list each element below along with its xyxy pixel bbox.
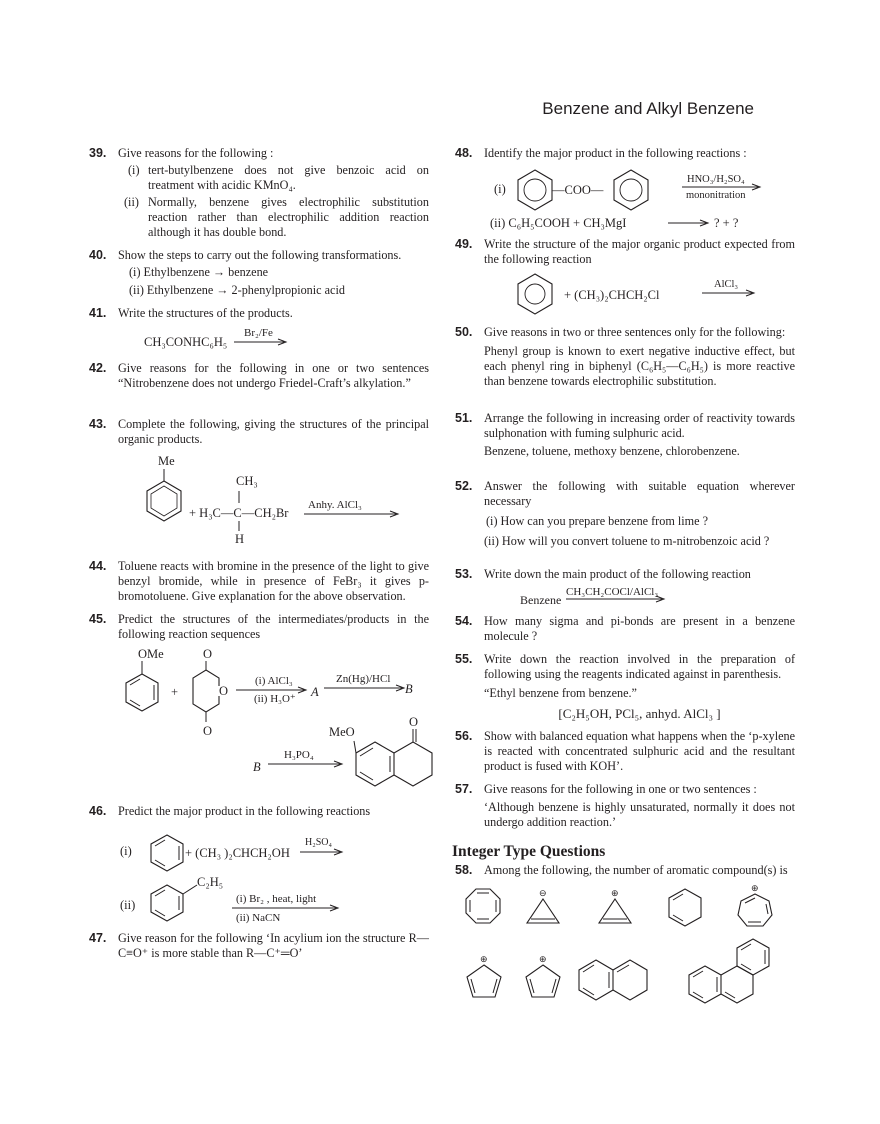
- question-text: Show the steps to carry out the following transformations.: [118, 248, 402, 262]
- reaction-45: [118, 646, 438, 796]
- bond: [354, 741, 356, 753]
- question-44: [89, 559, 429, 604]
- tetralone-aromatic-ring-icon: [356, 742, 394, 786]
- aromatic-circle: [620, 179, 642, 201]
- plus-charge-icon: ⊕: [611, 888, 619, 898]
- benzene-ring-icon: [614, 170, 648, 210]
- question-text: Write the structures of the products.: [118, 306, 293, 320]
- reagents: [C₂H₅OH, PCl₅, anhyd. AlCl₃ ]: [558, 706, 721, 721]
- question-text: Give reason for the following ‘In acylium ion the structure R—C≡O⁺ is more stable than R—C⁺═O’: [118, 931, 429, 960]
- reagent: (i) AlCl₃: [255, 675, 293, 687]
- question-57: [455, 782, 795, 830]
- benzene-ring-icon: [126, 674, 158, 711]
- oxygen-label: O: [409, 715, 419, 729]
- question-text: Among the following, the number of aromatic compound(s) is: [484, 863, 788, 877]
- question-number: 58.: [455, 863, 473, 877]
- question-55: [455, 652, 795, 721]
- question-number: 39.: [89, 146, 107, 160]
- oxygen-label: O: [203, 724, 213, 738]
- reagent: H₃PO₄: [284, 749, 314, 761]
- reaction-43: [118, 451, 418, 546]
- aromatic-circle: [525, 284, 545, 304]
- sub-text: (ii) How will you convert toluene to m-nitrobenzoic acid ?: [484, 534, 770, 548]
- intermediate-b: B: [405, 682, 413, 696]
- sub-text: (i) Ethylbenzene → benzene: [129, 265, 269, 279]
- question-number: 49.: [455, 237, 473, 251]
- question-45: [89, 612, 429, 796]
- question-number: 45.: [89, 612, 107, 626]
- reaction-53: [484, 584, 784, 606]
- question-number: 41.: [89, 306, 107, 320]
- question-43: [89, 417, 429, 546]
- reagent: CH₃CH₂COCl/AlCl₃: [566, 586, 659, 598]
- reaction-41: [118, 325, 418, 353]
- question-text: Identify the major product in the following reactions :: [484, 146, 747, 160]
- benzene-ring-icon: [518, 274, 552, 314]
- intermediate-a: A: [311, 685, 319, 699]
- plus-charge-icon: ⊕: [539, 954, 547, 964]
- sub-item: [128, 163, 429, 193]
- reagent: Br₂/Fe: [244, 327, 273, 339]
- tetralone-saturated-ring: [394, 742, 432, 786]
- question-text: Show with balanced equation what happens when the ‘p-xylene is reacted with concentrated sulphuric acid and the resultant product is fused with KOH’.: [484, 729, 795, 773]
- reaction-46: [118, 823, 418, 923]
- benzene-ring-icon: [147, 481, 181, 521]
- reagent: (ii) H₃O⁺: [254, 693, 296, 705]
- question-text: Give reasons for the following in one or two sentences “Nitrobenzene does not undergo Friedel-Craft’s alkylation.”: [118, 361, 429, 390]
- question-56: [455, 729, 795, 774]
- dihydronaphthalene-ring: [613, 960, 647, 1000]
- reagent: AlCl₃: [714, 279, 739, 290]
- reagent: mononitration: [686, 190, 746, 201]
- question-39: [89, 146, 429, 240]
- reaction-48: [484, 165, 804, 229]
- question-detail: Benzene, toluene, methoxy benzene, chlorobenzene.: [484, 444, 740, 458]
- question-50: [455, 325, 795, 389]
- reagent: (i) Br₂ , heat, light: [236, 893, 317, 905]
- page-header-title: Benzene and Alkyl Benzene: [542, 99, 754, 118]
- question-detail: Phenyl group is known to exert negative inductive effect, but each phenyl ring in biphenyl (C₆H₅—C₆H₅) is more reactive than benzene towards electrophilic substitution.: [484, 344, 795, 388]
- question-46: [89, 804, 429, 923]
- question-text: Write down the main product of the following reaction: [484, 567, 751, 581]
- reagent: (ii) NaCN: [236, 912, 281, 924]
- cyclohexadiene-icon: [669, 889, 701, 926]
- section-heading: Integer Type Questions: [452, 843, 606, 860]
- question-53: [455, 567, 795, 606]
- minus-charge-icon: ⊖: [539, 888, 547, 898]
- plus-charge-icon: ⊕: [751, 883, 759, 893]
- phenanthrene-ring-c-icon: [737, 939, 769, 975]
- question-42: [89, 361, 429, 391]
- cyclopentadienyl-cation-icon: [467, 965, 501, 997]
- question-number: 40.: [89, 248, 107, 262]
- sub-item: [124, 195, 429, 240]
- oxygen-label: O: [203, 647, 213, 661]
- question-text: Give reasons for the following :: [118, 146, 274, 160]
- double-bond: [766, 904, 768, 914]
- ethyl-label: C₂H₅: [197, 875, 224, 889]
- sub-label: (ii): [120, 898, 136, 912]
- plus-charge-icon: ⊕: [480, 954, 488, 964]
- question-text: How many sigma and pi-bonds are present in a benzene molecule ?: [484, 614, 795, 643]
- methoxy-label: MeO: [329, 725, 355, 739]
- question-text: Give reasons for the following in one or two sentences :: [484, 782, 757, 796]
- question-number: 44.: [89, 559, 107, 573]
- question-number: 50.: [455, 325, 473, 339]
- sub-text: (ii) C₆H₅COOH + CH₃MgI: [490, 216, 627, 230]
- bond: [183, 885, 197, 894]
- question-52: [455, 479, 795, 549]
- question-text: Predict the structures of the intermediates/products in the following reaction sequences: [118, 612, 429, 641]
- question-number: 43.: [89, 417, 107, 431]
- benzene-ring-icon: [518, 170, 552, 210]
- reactant: CH₃CONHC₆H₅: [144, 335, 228, 349]
- benzene-inner-ring: [151, 486, 177, 516]
- right-column: [452, 146, 795, 1016]
- intermediate-b: B: [253, 760, 261, 774]
- methoxy-label: OMe: [138, 647, 164, 661]
- question-number: 48.: [455, 146, 473, 160]
- question-text: Answer the following with suitable equation wherever necessary: [484, 479, 795, 508]
- question-40: [89, 248, 429, 298]
- question-text: Write down the reaction involved in the preparation of following using the reagents indicated against in parenthesis.: [484, 652, 795, 681]
- benzene-ring-icon: [151, 835, 183, 871]
- reagent: Zn(Hg)/HCl: [336, 673, 391, 685]
- question-number: 53.: [455, 567, 473, 581]
- question-text: Predict the major product in the following reactions: [118, 804, 371, 818]
- question-48: [455, 146, 795, 229]
- question-number: 54.: [455, 614, 473, 628]
- question-text: Give reasons in two or three sentences only for the following:: [484, 325, 786, 339]
- question-number: 55.: [455, 652, 473, 666]
- reactant: + (CH₃)₂CHCH₂Cl: [564, 288, 660, 302]
- question-detail: ‘Although benzene is highly unsaturated, normally it does not undergo addition reaction.’: [484, 800, 795, 829]
- anhydride-ring-icon: [193, 670, 219, 712]
- aromaticity-structures: [463, 883, 803, 1016]
- cyclooctatetraene-icon: [466, 889, 500, 923]
- ch3-label: CH₃: [236, 474, 258, 488]
- ester-link: —COO—: [552, 183, 604, 197]
- question-text: Arrange the following in increasing order of reactivity towards sulphonation with fuming sulphuric acid.: [484, 411, 795, 440]
- question-number: 47.: [89, 931, 107, 945]
- cyclopentadienyl-cation-icon: [526, 965, 560, 997]
- question-number: 57.: [455, 782, 473, 796]
- reactant: + (CH₃ )₂CHCH₂OH: [185, 846, 290, 860]
- methyl-label: Me: [158, 454, 175, 468]
- question-text: Complete the following, giving the structures of the principal organic products.: [118, 417, 429, 446]
- reagent: H₂SO₄: [305, 837, 332, 848]
- reagent: HNO₃/H₂SO₄: [687, 174, 745, 185]
- sub-label: (i): [120, 844, 132, 858]
- reactant: + H₃C—C—CH₂Br: [189, 506, 289, 520]
- benzene-ring-icon: [151, 885, 183, 921]
- question-number: 42.: [89, 361, 107, 375]
- left-column: [89, 146, 429, 969]
- reactant: Benzene: [520, 593, 562, 607]
- ring-oxygen-label: O: [219, 684, 229, 698]
- question-text: Write the structure of the major organic product expected from the following reaction: [484, 237, 795, 266]
- sub-text: (i) How can you prepare benzene from lime ?: [486, 514, 708, 528]
- sub-text: tert-butylbenzene does not give benzoic acid on treatment with acidic KMnO₄.: [148, 163, 429, 192]
- h-label: H: [235, 532, 245, 546]
- question-number: 51.: [455, 411, 473, 425]
- question-number: 56.: [455, 729, 473, 743]
- products: ? + ?: [714, 216, 739, 230]
- reagent: Anhy. AlCl₃: [308, 499, 362, 511]
- question-58: [455, 863, 795, 878]
- phenanthrene-ring-a-icon: [689, 966, 721, 1003]
- sub-label: (i): [128, 163, 140, 177]
- sub-label: (i): [494, 182, 506, 196]
- aromatic-circle: [524, 179, 546, 201]
- question-47: [89, 931, 429, 961]
- question-text: Toluene reacts with bromine in the presence of the light to give benzyl bromide, while in presence of FeBr₃ it gives p-bromotoluene. Give explanation for the above observation.: [118, 559, 429, 603]
- question-51: [455, 411, 795, 459]
- dihydronaphthalene-aromatic-ring-icon: [579, 960, 613, 1000]
- phenanthrene-ring-b: [721, 966, 753, 1003]
- reaction-49: [484, 271, 804, 313]
- question-41: [89, 306, 429, 353]
- question-number: 46.: [89, 804, 107, 818]
- question-detail: “Ethyl benzene from benzene.”: [484, 686, 637, 700]
- sub-text: Normally, benzene gives electrophilic substitution reaction rather than electrophilic addition reaction although it has double bond.: [148, 195, 429, 239]
- plus-sign: +: [171, 685, 179, 699]
- question-49: [455, 237, 795, 313]
- question-number: 52.: [455, 479, 473, 493]
- sub-text: (ii) Ethylbenzene → 2-phenylpropionic acid: [129, 283, 345, 297]
- sub-label: (ii): [124, 195, 139, 209]
- question-54: [455, 614, 795, 644]
